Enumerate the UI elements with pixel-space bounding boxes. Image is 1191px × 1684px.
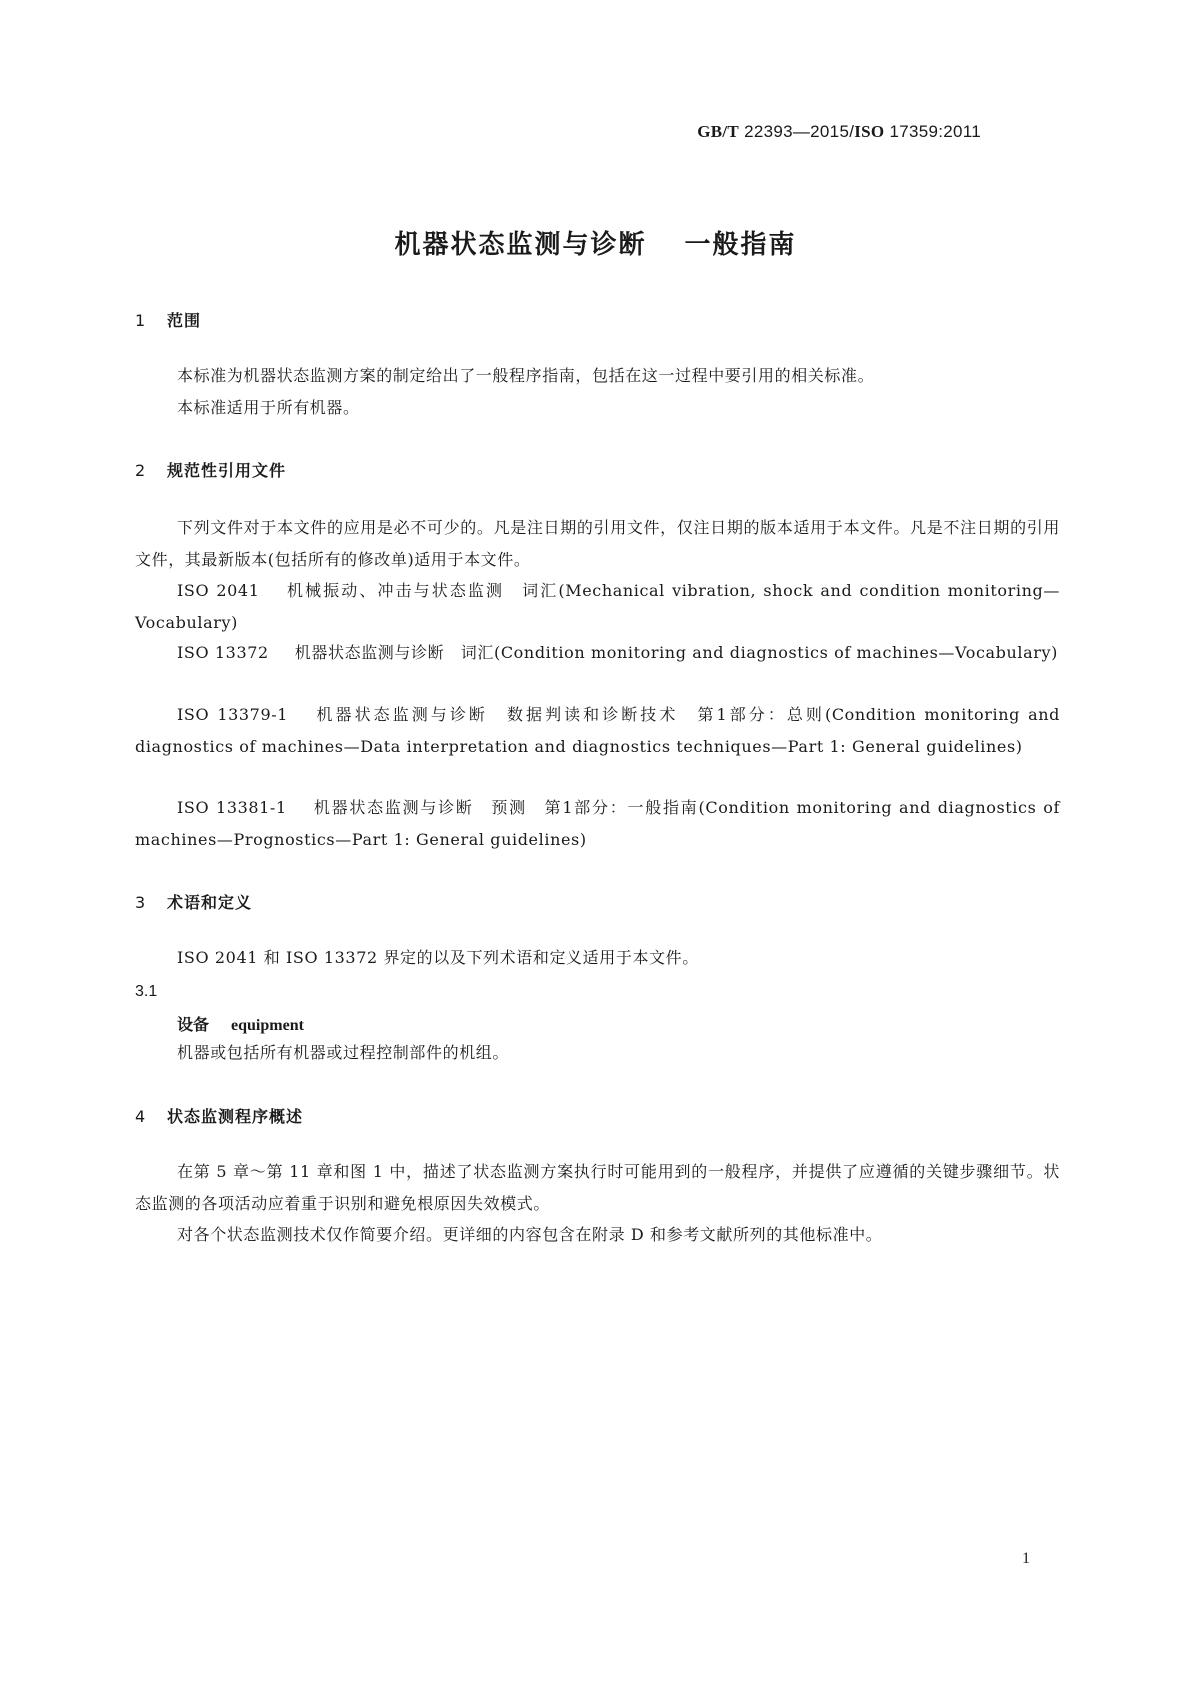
section-number: 2	[135, 461, 147, 480]
section-number: 3	[135, 893, 147, 912]
standard-code-iso: ISO	[854, 122, 885, 141]
title-sub: 一般指南	[684, 230, 797, 260]
document-title	[0, 224, 1191, 261]
section-title: 规范性引用文件	[167, 461, 287, 480]
term-heading	[177, 1012, 304, 1035]
reference-code: ISO 2041	[177, 581, 260, 600]
section-4-heading	[135, 1104, 303, 1127]
section-title: 范围	[167, 311, 202, 330]
reference-code: ISO 13381-1	[177, 798, 287, 817]
section-3-heading	[135, 890, 252, 913]
reference-title: 机器状态监测与诊断 数据判读和诊断技术 第1部分：总则(Condition monitoring and diagnostics of machines—Data interpretation and diagnostics techniques—Part 1: General guidelines)	[135, 705, 1060, 756]
reference-code: ISO 13379-1	[177, 705, 289, 724]
section-2-heading	[135, 458, 286, 481]
page-number: 1	[1022, 1550, 1030, 1567]
section-1-heading	[135, 308, 201, 331]
standard-code-prefix: GB/T	[697, 122, 740, 141]
reference-item	[135, 575, 1060, 638]
reference-title: 机械振动、冲击与状态监测 词汇(Mechanical vibration, shock and condition monitoring—Vocabulary)	[135, 581, 1060, 632]
section-1-paragraph: 本标准适用于所有机器。	[177, 398, 360, 417]
section-4-paragraph: 对各个状态监测技术仅作简要介绍。更详细的内容包含在附录 D 和参考文献所列的其他标准中。	[177, 1225, 883, 1244]
term-number: 3.1	[135, 983, 158, 1000]
reference-item	[135, 637, 1060, 669]
section-4-paragraph: 在第 5 章～第 11 章和图 1 中，描述了状态监测方案执行时可能用到的一般程序，并提供了应遵循的关键步骤细节。状态监测的各项活动应着重于识别和避免根原因失效模式。	[135, 1162, 1060, 1213]
title-main: 机器状态监测与诊断	[394, 230, 647, 260]
reference-item	[135, 699, 1060, 762]
term-definition: 机器或包括所有机器或过程控制部件的机组。	[177, 1043, 510, 1062]
section-3-paragraph: ISO 2041 和 ISO 13372 界定的以及下列术语和定义适用于本文件。	[177, 948, 699, 967]
section-2-paragraph: 下列文件对于本文件的应用是必不可少的。凡是注日期的引用文件，仅注日期的版本适用于本文件。凡是不注日期的引用文件，其最新版本(包括所有的修改单)适用于本文件。	[135, 518, 1060, 569]
reference-title: 机器状态监测与诊断 预测 第1部分：一般指南(Condition monitoring and diagnostics of machines—Prognostics—Part 1: General guidelines)	[135, 798, 1060, 849]
reference-item	[135, 792, 1060, 855]
term-en: equipment	[231, 1017, 304, 1034]
section-title: 状态监测程序概述	[167, 1107, 304, 1126]
section-title: 术语和定义	[167, 893, 253, 912]
section-number: 1	[135, 311, 147, 330]
section-number: 4	[135, 1107, 147, 1126]
section-1-paragraph: 本标准为机器状态监测方案的制定给出了一般程序指南，包括在这一过程中要引用的相关标准。	[177, 366, 875, 385]
standard-code-mid: 22393—2015/	[739, 122, 855, 141]
standard-code-suffix: 17359:2011	[884, 122, 981, 141]
reference-code: ISO 13372	[177, 643, 269, 662]
term-zh: 设备	[177, 1015, 210, 1034]
standard-code	[697, 122, 981, 142]
reference-title: 机器状态监测与诊断 词汇(Condition monitoring and diagnostics of machines—Vocabulary)	[294, 643, 1058, 662]
